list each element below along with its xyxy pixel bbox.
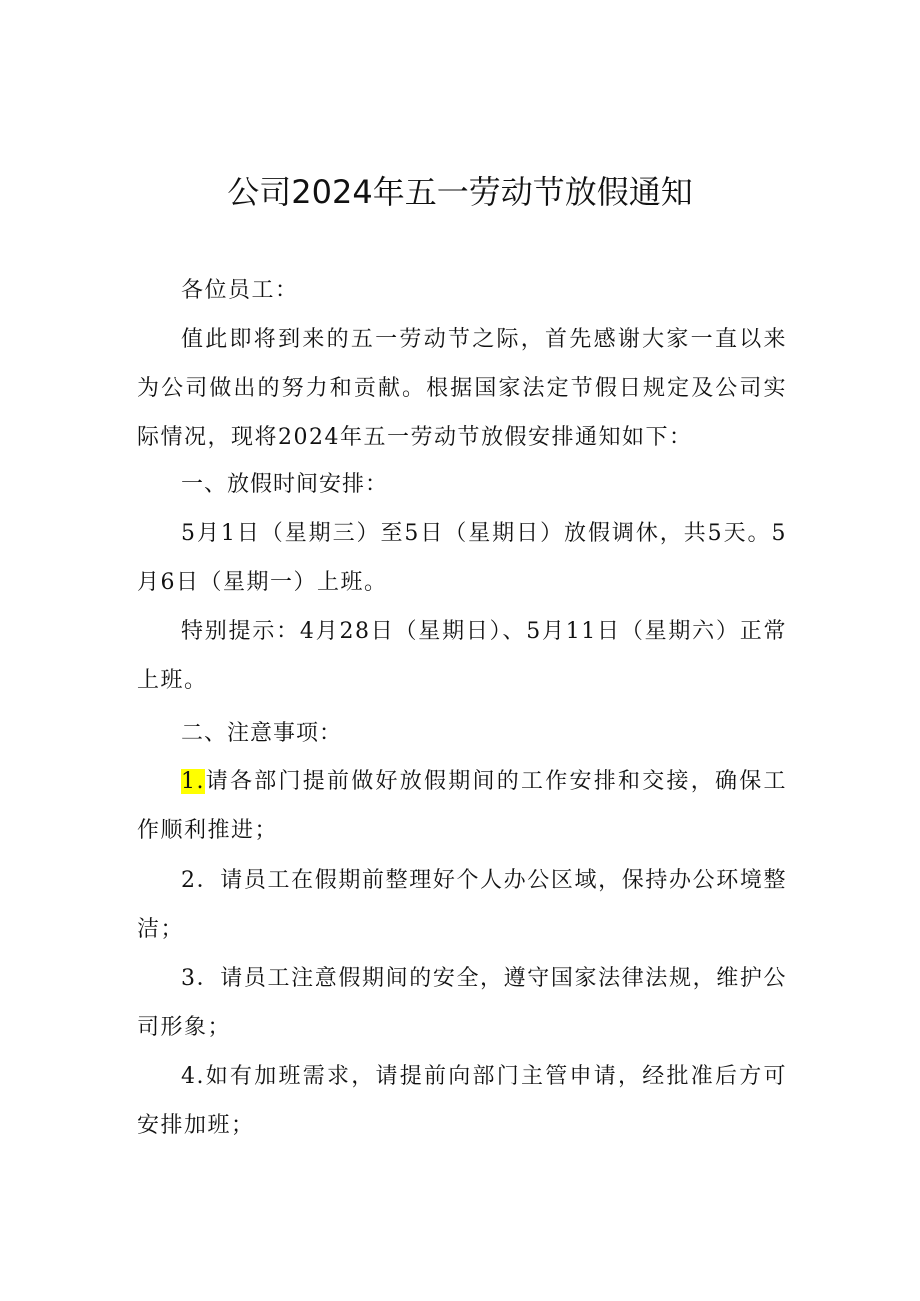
- item1-text: 请各部门提前做好放假期间的工作安排和交接，确保工作顺利推进；: [137, 769, 787, 843]
- intro-paragraph: 值此即将到来的五一劳动节之际，首先感谢大家一直以来为公司做出的努力和贡献。根据国家法定节假日规定及公司实际情况，现将2024年五一劳动节放假安排通知如下：: [137, 327, 787, 450]
- notice-item-4: 4.如有加班需求，请提前向部门主管申请，经批准后方可安排加班；: [137, 1064, 787, 1138]
- section2-heading: 二、注意事项：: [181, 721, 343, 746]
- notice-item-1: [137, 757, 787, 855]
- document-title: 公司2024年五一劳动节放假通知: [227, 173, 693, 211]
- notice-item-2: 2．请员工在假期前整理好个人办公区域，保持办公环境整洁；: [137, 868, 787, 942]
- notice-item-3: 3．请员工注意假期间的安全，遵守国家法律法规，维护公司形象；: [137, 966, 787, 1040]
- schedule-paragraph: 5月1日（星期三）至5日（星期日）放假调休，共5天。5月6日（星期一）上班。: [137, 521, 787, 595]
- greeting: 各位员工：: [181, 278, 299, 303]
- item1-number-highlight: 1.: [181, 769, 205, 794]
- special-note-paragraph: 特别提示：4月28日（星期日）、5月11日（星期六）正常上班。: [137, 619, 787, 693]
- section1-heading: 一、放假时间安排：: [181, 472, 389, 497]
